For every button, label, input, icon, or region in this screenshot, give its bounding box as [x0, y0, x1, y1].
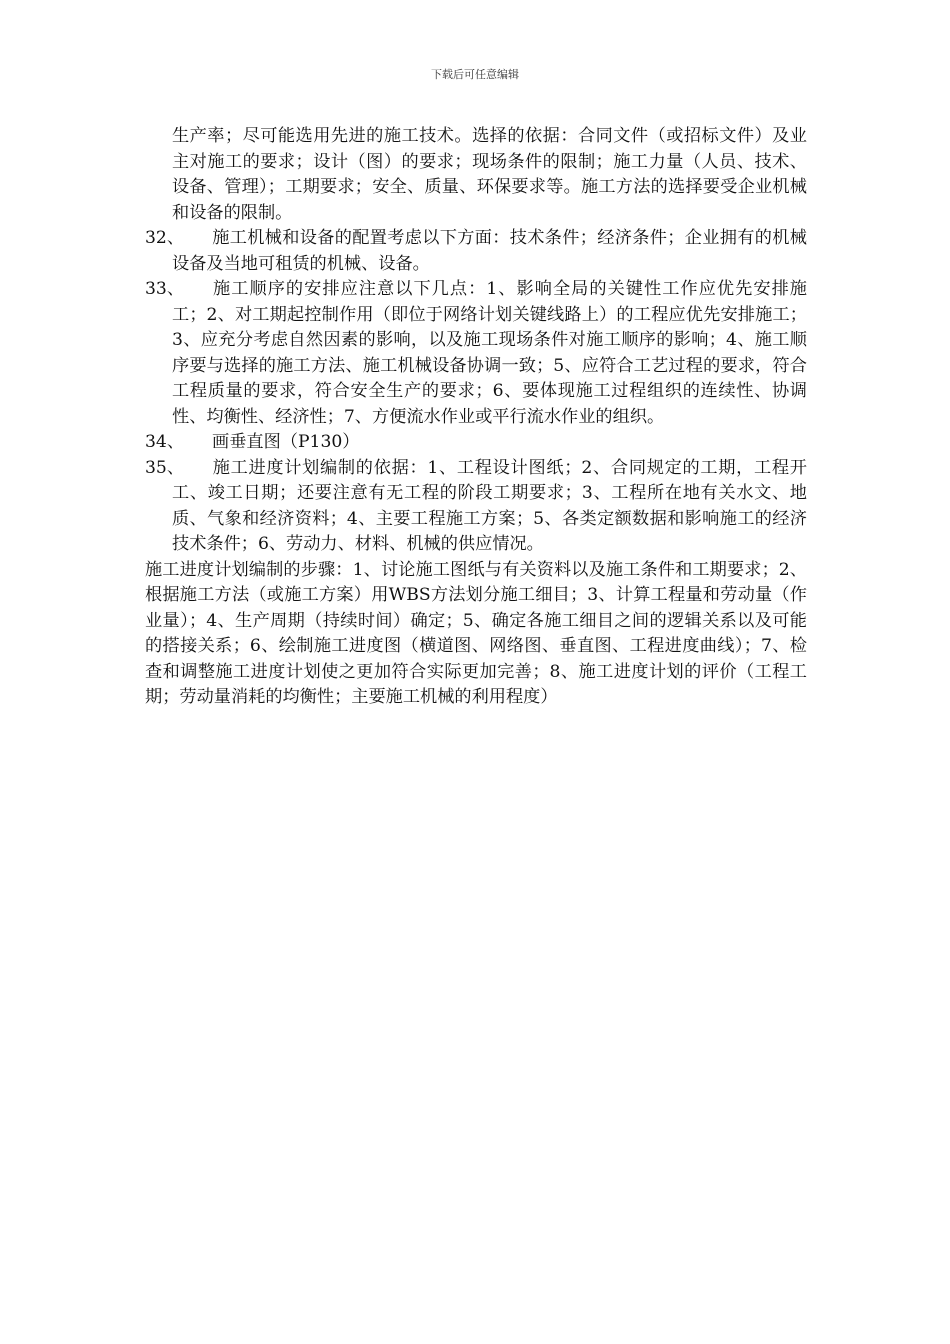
list-item-32 — [145, 226, 807, 277]
item-text: 施工进度计划编制的依据：1、工程设计图纸；2、合同规定的工期，工程开工、竣工日期；还要注意有无工程的阶段工期要求；3、工程所在地有关水文、地质、气象和经济资料；4、主要工程施工方案；5、各类定额数据和影响施工的经济技术条件；6、劳动力、材料、机械的供应情况。 — [172, 457, 807, 554]
item-number: 32、 — [145, 228, 185, 248]
item-number: 33、 — [145, 279, 185, 299]
list-item-35 — [145, 456, 807, 558]
item-text: 画垂直图（P130） — [212, 432, 360, 452]
item-number: 35、 — [145, 457, 185, 478]
page-header: 下载后可任意编辑 — [431, 68, 519, 81]
list-item-33 — [145, 277, 807, 430]
item-text: 施工顺序的安排应注意以下几点：1、影响全局的关键性工作应优先安排施工；2、对工期起控制作用（即位于网络计划关键线路上）的工程应优先安排施工；3、应充分考虑自然因素的影响，以及施工现场条件对施工顺序的影响；4、施工顺序要与选择的施工方法、施工机械设备协调一致；5、应符合工艺过程的要求，符合工程质量的要求，符合安全生产的要求；6、要体现施工过程组织的连续性、协调性、均衡性、经济性；7、方便流水作业或平行流水作业的组织。 — [172, 279, 807, 427]
item-number: 34、 — [145, 432, 185, 452]
continuation-paragraph: 生产率；尽可能选用先进的施工技术。选择的依据：合同文件（或招标文件）及业主对施工的要求；设计（图）的要求；现场条件的限制；施工力量（人员、技术、设备、管理）；工期要求；安全、质量、环保要求等。施工方法的选择要受企业机械和设备的限制。 — [172, 126, 807, 223]
item-text: 施工机械和设备的配置考虑以下方面：技术条件；经济条件；企业拥有的机械设备及当地可租赁的机械、设备。 — [172, 228, 807, 274]
list-item-34 — [145, 430, 807, 456]
document-body — [145, 124, 807, 711]
steps-paragraph: 施工进度计划编制的步骤：1、讨论施工图纸与有关资料以及施工条件和工期要求；2、根据施工方法（或施工方案）用WBS方法划分施工细目；3、计算工程量和劳动量（作业量）；4、生产周期（持续时间）确定；5、确定各施工细目之间的逻辑关系以及可能的搭接关系；6、绘制施工进度图（横道图、网络图、垂直图、工程进度曲线）；7、检查和调整施工进度计划使之更加符合实际更加完善；8、施工进度计划的评价（工程工期；劳动量消耗的均衡性；主要施工机械的利用程度） — [145, 559, 807, 707]
